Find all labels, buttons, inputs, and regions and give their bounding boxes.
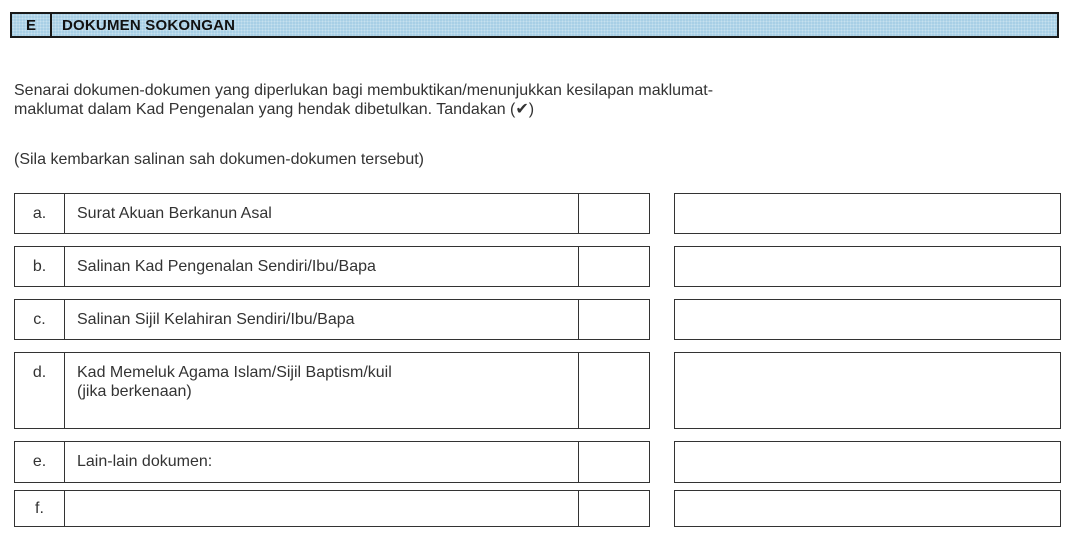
document-remark-field-b[interactable] <box>674 246 1061 287</box>
document-letter: f. <box>15 491 65 526</box>
document-letter: c. <box>15 300 65 339</box>
document-checkbox[interactable] <box>579 300 649 339</box>
document-description-line: (jika berkenaan) <box>77 383 192 400</box>
document-checkbox[interactable] <box>579 442 649 482</box>
document-letter: a. <box>15 194 65 233</box>
document-row-c <box>14 299 650 340</box>
section-title: DOKUMEN SOKONGAN <box>62 16 236 34</box>
document-description[interactable] <box>65 491 579 526</box>
instructions-line-2-suffix: ) <box>528 101 535 118</box>
document-remark-field-a[interactable] <box>674 193 1061 234</box>
document-letter: d. <box>15 353 65 428</box>
document-description <box>65 247 579 286</box>
document-row-d <box>14 352 650 429</box>
document-remark-field-f[interactable] <box>674 490 1061 527</box>
document-description-line: Salinan Sijil Kelahiran Sendiri/Ibu/Bapa <box>77 311 355 328</box>
document-description <box>65 353 579 428</box>
document-letter: b. <box>15 247 65 286</box>
document-description-line: Surat Akuan Berkanun Asal <box>77 205 272 222</box>
document-remark-field-d[interactable] <box>674 352 1061 429</box>
document-row-b <box>14 246 650 287</box>
document-remark-field-c[interactable] <box>674 299 1061 340</box>
document-description-line: Salinan Kad Pengenalan Sendiri/Ibu/Bapa <box>77 258 376 275</box>
document-description-line: Lain-lain dokumen: <box>77 453 213 470</box>
instructions-text <box>14 81 1054 119</box>
document-checkbox[interactable] <box>579 194 649 233</box>
document-checkbox[interactable] <box>579 491 649 526</box>
check-mark-icon: ✔ <box>515 101 529 118</box>
section-e-header <box>10 12 1059 38</box>
document-description-line: Kad Memeluk Agama Islam/Sijil Baptism/kuil <box>77 364 392 381</box>
document-row-f <box>14 490 650 527</box>
document-letter: e. <box>15 442 65 482</box>
document-description <box>65 300 579 339</box>
instructions-line-2 <box>14 100 1054 119</box>
attachment-note: (Sila kembarkan salinan sah dokumen-dokumen tersebut) <box>14 151 424 168</box>
instructions-line-1: Senarai dokumen-dokumen yang diperlukan bagi membuktikan/menunjukkan kesilapan maklumat- <box>14 82 714 99</box>
document-remark-field-e[interactable] <box>674 441 1061 483</box>
document-description <box>65 194 579 233</box>
document-row-e <box>14 441 650 483</box>
document-checkbox[interactable] <box>579 353 649 428</box>
instructions-line-2-prefix: maklumat dalam Kad Pengenalan yang hendak dibetulkan. Tandakan ( <box>14 101 516 118</box>
section-letter: E <box>12 14 52 36</box>
document-checkbox[interactable] <box>579 247 649 286</box>
document-row-a <box>14 193 650 234</box>
document-description <box>65 442 579 482</box>
